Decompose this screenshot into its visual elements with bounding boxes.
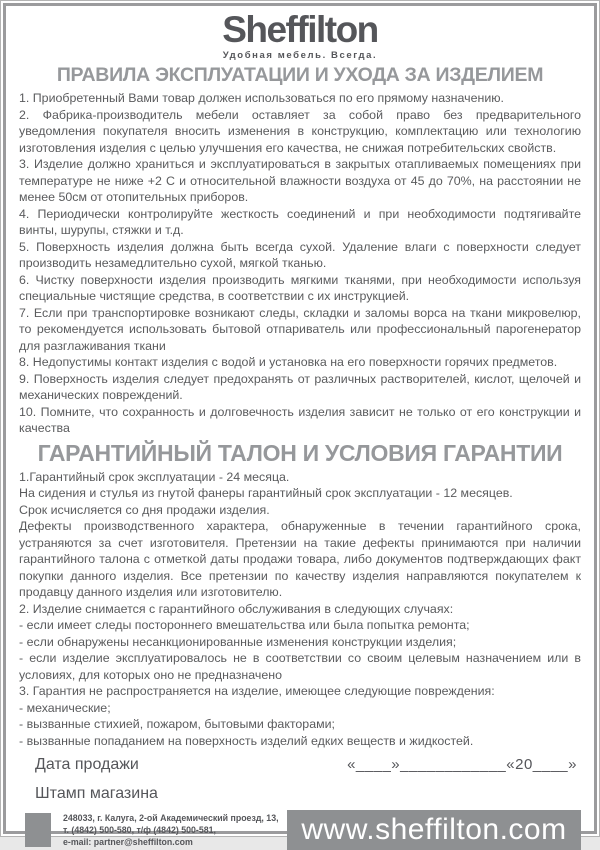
warranty-line-5: 2. Изделие снимается с гарантийного обслуживания в следующих случаях: [19,601,454,616]
rule-paragraph-4: 4. Периодически контролируйте жесткость соединений и при необходимости подтягивайте винты, шурупы, стяжки и т.д. [19,206,581,237]
website-banner [287,810,581,850]
rule-paragraph-8: 8. Недопустимы контакт изделия с водой и установка на его поверхности горячих предметов. [19,355,558,369]
manufacturer-address [63,812,279,848]
warranty-line-3: Срок исчисляется со дня продажи изделия. [19,502,270,517]
brand-tagline: Удобная мебель. Всегда. [222,50,378,61]
address-line-1: 248033, г. Калуга, 2-ой Академический проезд, 13, [63,813,279,823]
rules-title: ПРАВИЛА ЭКСПЛУАТАЦИИ И УХОДА ЗА ИЗДЕЛИЕМ [56,64,544,86]
warranty-line-10: - механические; [19,700,111,715]
warranty-line-11: - вызванные стихией, пожаром, бытовыми факторами; [19,717,335,731]
page-footer [19,810,581,850]
warranty-line-1: 1.Гарантийный срок эксплуатации - 24 месяца. [19,469,290,484]
rule-paragraph-7: 7. Если при транспортировке возникают следы, складки и заломы ворса на ткани микровелюр, то рекомендуется использовать бытовой отпариватель или профессиональный парогенератор для разглаживания ткани [19,305,581,353]
warranty-title: ГАРАНТИЙНЫЙ ТАЛОН И УСЛОВИЯ ГАРАНТИИ [37,439,563,466]
rule-paragraph-1: 1. Приобретенный Вами товар должен использоваться по его прямому назначению. [19,91,504,105]
stamp-square [25,813,51,847]
warranty-line-12: - вызванные попаданием на поверхность изделий едких веществ и жидкостей. [19,733,474,748]
rule-paragraph-10: 10. Помните, что сохранность и долговечность изделия зависит не только от его конструкции и качества [19,404,581,435]
website-url: www.sheffilton.com [301,813,567,846]
warranty-line-2: На сидения и стулья из гнутой фанеры гарантийный срок эксплуатации - 12 месяцев. [19,486,513,500]
sale-date-label: Дата продажи [35,756,139,773]
rules-section [19,90,581,437]
address-line-3: e-mail: partner@sheffilton.com [63,837,193,847]
warranty-line-4: Дефекты производственного характера, обнаруженные в течении гарантийного срока, устраняются за счет изготовителя. Претензии на такие дефекты принимаются при наличии гарантийного талона с отметкой даты продажи товара, либо документов подтверждающих факт покупки данного изделия. Все претензии по качеству изделия направляются покупателем к продавцу данного изделия или изготовителю. [19,519,581,599]
rule-paragraph-6: 6. Чистку поверхности изделия производить мягкими тканями, при необходимости используя специальные чистящие средства, в соответствии с их инструкцией. [19,272,581,303]
rule-paragraph-2: 2. Фабрика-производитель мебели оставляет за собой право без предварительного уведомления покупателя вносить изменения в конструкцию, комплектацию или технологию изготовления изделия с целью улучшения его качества, не снижая потребительских свойств. [19,107,581,155]
warranty-line-8: - если изделие эксплуатировалось не в соответствии со своим целевым назначением или в условиях, для которых оно не предназначено [19,651,581,682]
warranty-section [19,469,581,750]
page-frame [3,3,597,847]
rule-paragraph-9: 9. Поверхность изделия следует предохранять от различных растворителей, кислот, щелочей и механических повреждений. [19,371,581,402]
warranty-line-7: - если обнаружены несанкционированные изменения конструкции изделия; [19,634,457,649]
brand-logo: Sheffilton [222,9,378,50]
warranty-line-9: 3. Гарантия не распространяется на изделие, имеющее следующие повреждения: [19,684,495,698]
rule-paragraph-5: 5. Поверхность изделия должна быть всегда сухой. Удаление влаги с поверхности следует производить незамедлительно сухой, мягкой тканью. [19,239,581,270]
stamp-label: Штамп магазина [35,785,158,802]
warranty-line-6: - если имеет следы постороннего вмешательства или была попытка ремонта; [19,618,470,632]
rule-paragraph-3: 3. Изделие должно храниться и эксплуатироваться в закрытых отапливаемых помещениях при температуре не ниже +2 С и относительной влажности воздуха от 45 до 70%, на расстоянии не менее 50см от отопительных приборов. [19,157,581,204]
sale-date-row [35,756,577,774]
brand-header [19,10,581,62]
sale-date-blank: «____»____________«20____» [347,756,577,773]
address-line-2: т. (4842) 500-580, т/ф (4842) 500-581, [63,825,216,835]
